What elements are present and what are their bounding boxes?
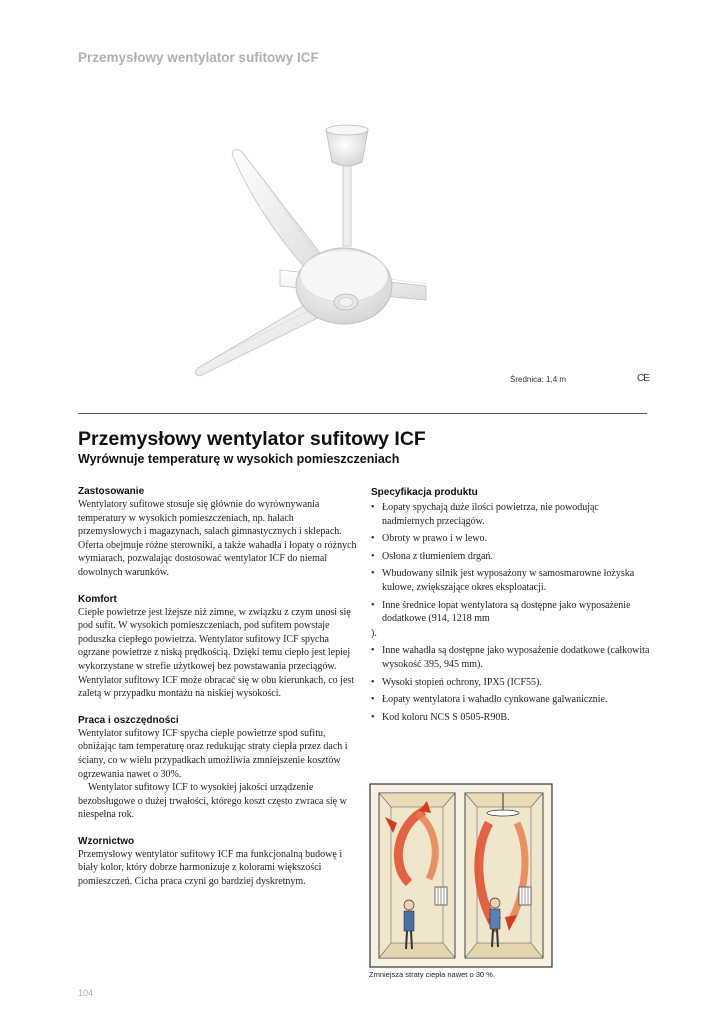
spec-item: • Kod koloru NCS S 0505-R90B. [371,711,510,723]
section-komfort [78,593,358,701]
ce-mark: CE [637,373,649,384]
diameter-caption: Średnica: 1,4 m [510,375,567,384]
spec-item: • Wysoki stopień ochrony, IPX5 (ICF55). [371,676,542,688]
spec-item: • Obroty w prawo i w lewo. [371,533,487,545]
section-heading: Praca i oszczędności [78,714,179,726]
specs-list-cont [371,644,651,724]
bullet-icon: • [371,568,375,580]
section-text: Ciepłe powietrze jest lżejsze niż zimne, w związku z czym unosi się pod sufit. W wysokich pomieszczeniach, pod sufitem powstaje poduszka ciepłego powietrza. Wentylator sufitowy ICF spycha ogrzane powietrze z niską prędkością. Dzięki temu ciepło jest lepiej wykorzystane w strefie użytkowej bez powstawania przeciągów. Wentylator sufitowy ICF może obracać się w obu kierunkach, co jest zaletą w przypadku montażu na niskiej wysokości. [78,606,355,700]
page-subtitle: Wyrównuje temperaturę w wysokich pomieszczeniach [78,452,400,466]
section-text: Wentylatory sufitowe stosuje się głównie do wyrównywania temperatury w wysokich pomieszczeniach, np. halach przemysłowych i magazynach, salach gimnastycznych i sklepach. Oferta obejmuje różne sterowniki, a także wahadła i łopaty o różnych wymiarach, pozwalając dostosować wentylator ICF do niemal dowolnych warunków. [78,499,357,578]
section-heading: Wzornictwo [78,835,135,847]
section-praca [78,714,358,822]
spec-item: • Inne średnice łopat wentylatora są dostępne jako wyposażenie dodatkowe (914, 1218 mm [371,599,631,625]
page-number: 104 [78,988,94,998]
spec-item: • Łopaty wentylatora i wahadło cynkowane galwanicznie. [371,694,608,706]
section-wzornictwo [78,835,358,889]
specs-list [371,501,651,626]
bullet-icon: • [371,711,375,723]
bullet-icon: • [371,676,375,688]
section-zastosowanie [78,485,358,580]
heat-loss-illustration [369,783,553,968]
bullet-icon: • [371,550,375,562]
section-heading: Zastosowanie [78,486,145,497]
spec-item: • Wbudowany silnik jest wyposażony w samosmarowne łożyska kulowe, zwiększające okres eksploatacji. [371,568,635,593]
specs-heading: Specyfikacja produktu [371,487,478,498]
section-text: Wentylator sufitowy ICF spycha ciepłe powietrze spod sufitu, obniżając tam temperaturę oraz redukując straty ciepła przez dach i ściany, co w wielu przypadkach umożliwia zmniejszenie kosztów ogrzewania nawet o 30%. [78,727,348,780]
spec-item: • Inne wahadła są dostępne jako wyposażenie dodatkowe (całkowita wysokość 395, 945 mm). [371,645,650,670]
ceiling-fan-image [190,110,430,380]
section-divider [78,413,647,414]
left-column [78,485,358,902]
spec-item: • Osłona z tłumieniem drgań. [371,550,493,562]
section-text: Przemysłowy wentylator sufitowy ICF ma funkcjonalną budowę i biały kolor, który dobrze harmonizuje z kolorami większości pomieszczeń. Cicha praca czyni go bardziej dyskretnym. [78,848,343,888]
page-title: Przemysłowy wentylator sufitowy ICF [78,428,426,450]
running-header: Przemysłowy wentylator sufitowy ICF [78,50,319,65]
bullet-icon: • [371,599,375,611]
bullet-icon: • [371,502,375,513]
bullet-icon: • [371,533,375,545]
section-text: Wentylator sufitowy ICF to wysokiej jakości urządzenie bezobsługowe o dużej trwałości, którego koszt często zwraca się w niespełna rok. [78,782,347,821]
spec-item: • Łopaty spychają duże ilości powietrza, nie powodując nadmiernych przeciągów. [371,502,599,527]
spec-continuation: ). [371,627,377,639]
bullet-icon: • [371,645,375,657]
bullet-icon: • [371,694,375,706]
illustration-caption: Zmniejsza straty ciepła nawet o 30 %. [369,970,495,979]
section-heading: Komfort [78,593,117,605]
right-column [371,486,651,728]
